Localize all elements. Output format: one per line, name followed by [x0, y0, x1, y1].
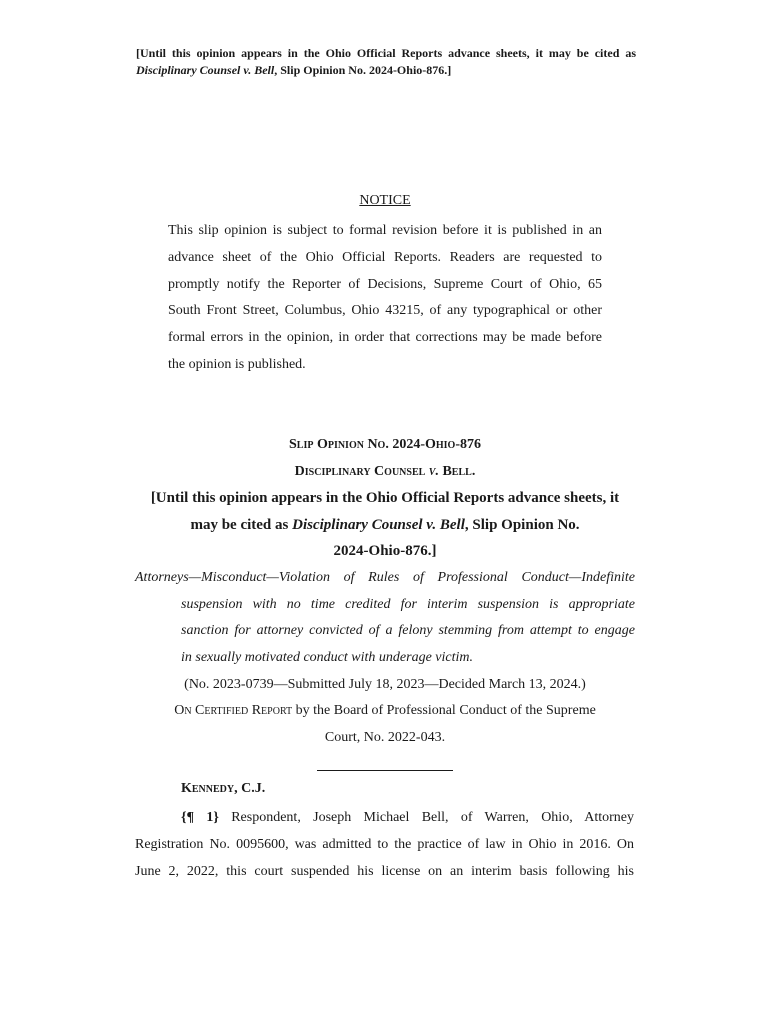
section-divider [317, 770, 453, 771]
notice-line: advance sheet of the Ohio Official Reports. Readers are requested to [168, 249, 602, 265]
certified-report [0, 698, 770, 751]
certified-report-line2: Court, No. 2022-043. [324, 729, 446, 745]
notice-line: South Front Street, Columbus, Ohio 43215, of any typographical or other [168, 303, 602, 319]
citation-notice-case-name: Disciplinary Counsel v. Bell [292, 516, 465, 533]
citation-header [136, 45, 636, 79]
citation-notice-text: may be cited as [190, 516, 293, 533]
notice-line: formal errors in the opinion, in order that corrections may be made before [168, 330, 602, 346]
notice-line: the opinion is published. [168, 356, 306, 372]
certified-report-line1 [0, 698, 770, 725]
certified-report-prefix: On Certified Report [174, 703, 293, 718]
case-name [0, 459, 770, 486]
paragraph-line [135, 805, 634, 832]
paragraph-line: Registration No. 0095600, was admitted to the practice of law in Ohio in 2016. On [135, 836, 634, 852]
paragraph-line: June 2, 2022, this court suspended his license on an interim basis following his [135, 863, 634, 879]
paragraph-number: {¶ 1} [181, 810, 219, 825]
notice-line: promptly notify the Reporter of Decisions, Supreme Court of Ohio, 65 [168, 276, 602, 292]
citation-header-line1: [Until this opinion appears in the Ohio Official Reports advance sheets, it may be cited as [136, 46, 636, 60]
case-name-party-b: Bell. [438, 463, 476, 479]
case-caption [0, 432, 770, 485]
citation-notice-line2 [135, 512, 635, 539]
syllabus-line: Attorneys—Misconduct—Violation of Rules of Professional Conduct—Indefinite [135, 570, 635, 585]
citation-header-line2 [136, 62, 636, 79]
case-name-party-a: Disciplinary Counsel [294, 463, 429, 479]
syllabus-line: sanction for attorney convicted of a felony stemming from attempt to engage [181, 623, 635, 638]
notice-line: This slip opinion is subject to formal revision before it is published in an [168, 223, 602, 238]
slip-opinion-number: Slip Opinion No. 2024-Ohio-876 [288, 437, 481, 452]
notice-body [168, 218, 602, 379]
citation-notice-line1: [Until this opinion appears in the Ohio Official Reports advance sheets, it [150, 490, 620, 506]
case-name-versus: v. [428, 463, 439, 479]
citation-notice-line3: 2024-Ohio-876.] [333, 543, 437, 559]
paragraph-text: Respondent, Joseph Michael Bell, of Warren, Ohio, Attorney [218, 810, 634, 825]
docket-line: (No. 2023-0739—Submitted July 18, 2023—Decided March 13, 2024.) [184, 677, 586, 692]
citation-slip-number: , Slip Opinion No. 2024-Ohio-876.] [274, 63, 452, 77]
citation-notice [135, 485, 635, 565]
opinion-paragraph [135, 805, 634, 885]
certified-report-text: by the Board of Professional Conduct of the Supreme [292, 703, 596, 718]
citation-case-name: Disciplinary Counsel v. Bell [136, 63, 275, 77]
opinion-author: Kennedy, C.J. [181, 781, 266, 796]
syllabus-line: in sexually motivated conduct with underage victim. [181, 649, 473, 665]
syllabus [135, 565, 635, 671]
notice-title: NOTICE [359, 193, 411, 208]
syllabus-line: suspension with no time credited for interim suspension is appropriate [181, 596, 635, 612]
citation-notice-text: , Slip Opinion No. [464, 516, 580, 533]
